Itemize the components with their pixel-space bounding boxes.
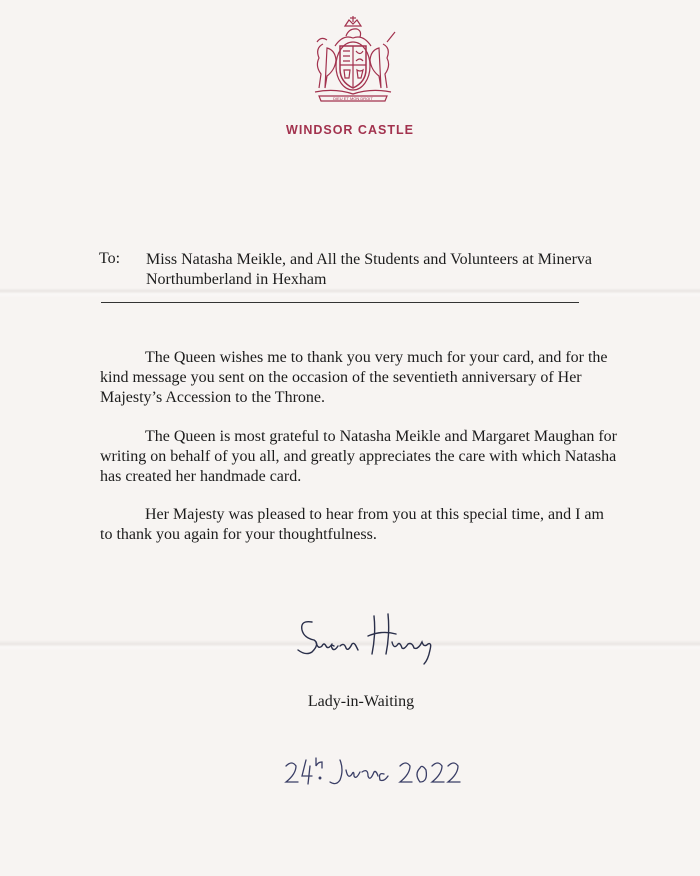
paragraph-2 [100,427,620,487]
paragraph-1-text: The Queen wishes me to thank you very much for your card, and for the kind message you sent on the occasion of the seventieth anniversary of Her Majesty’s Accession to the Throne. [100,349,608,406]
signature [290,608,450,668]
to-label: To: [99,250,121,267]
svg-text:DIEU ET MON DROIT: DIEU ET MON DROIT [333,96,373,101]
divider-line [101,302,579,303]
paragraph-1 [100,348,620,408]
signatory-title: Lady-in-Waiting [307,693,415,710]
handwritten-date [282,752,462,792]
paragraph-3-text: Her Majesty was pleased to hear from you at this special time, and I am to thank you again for your thoughtfulness. [100,506,604,543]
paragraph-2-text: The Queen is most grateful to Natasha Meikle and Margaret Maughan for writing on behalf of you all, and greatly appreciates the care with which Natasha has created her handmade card. [100,428,617,485]
paragraph-3 [100,505,620,545]
letterhead-location: WINDSOR CASTLE [286,123,414,137]
coat-of-arms-icon [305,14,401,104]
addressee: Miss Natasha Meikle, and All the Students and Volunteers at Minerva Northumberland in Hexham [146,251,593,288]
